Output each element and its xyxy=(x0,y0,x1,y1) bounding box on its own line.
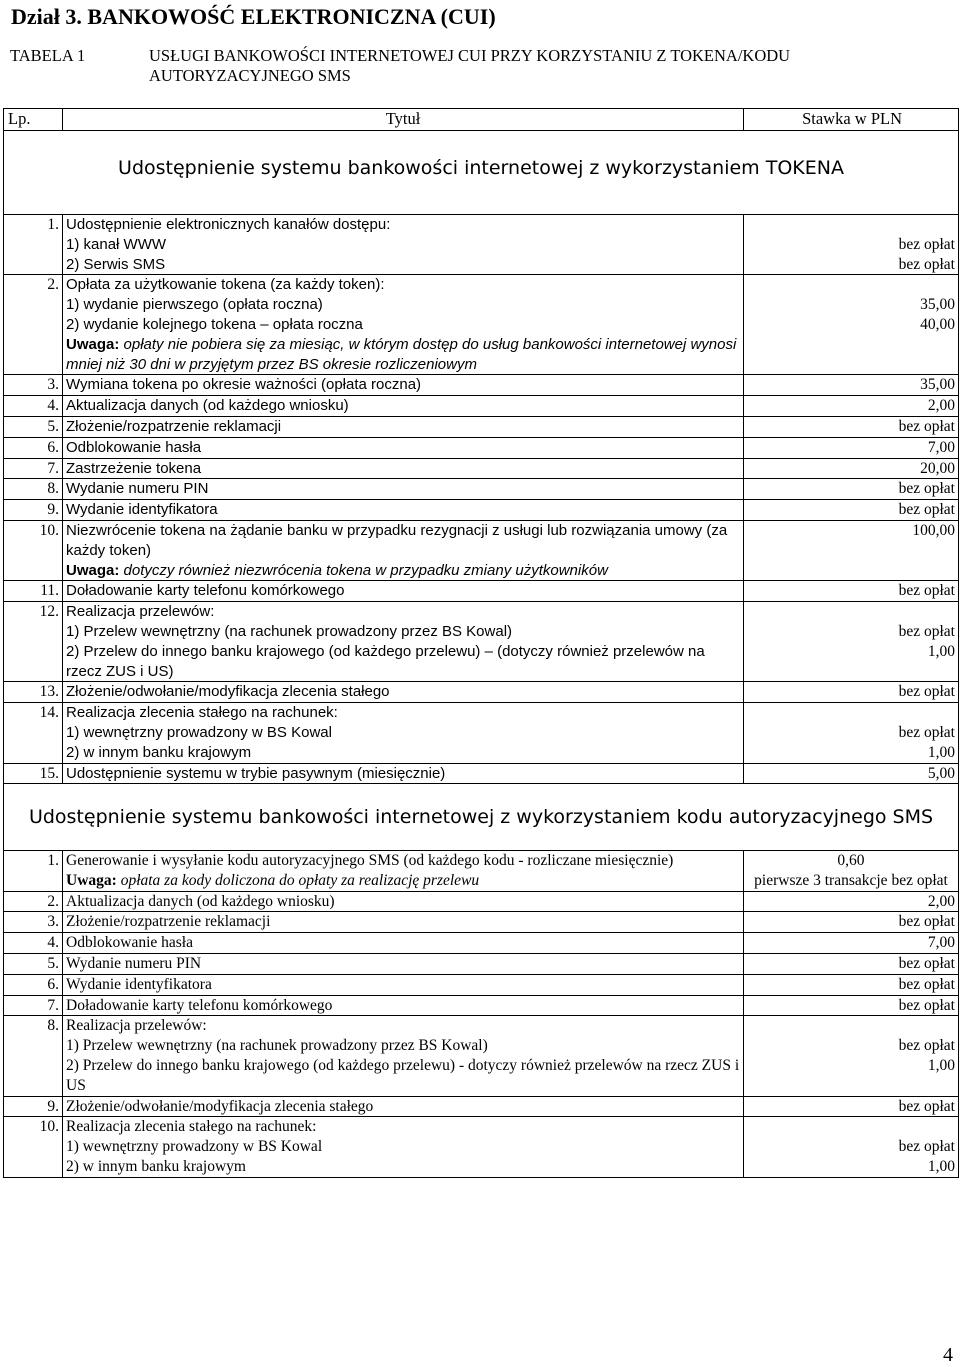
row-rate xyxy=(743,1117,958,1177)
table-row xyxy=(4,974,959,995)
row-rate xyxy=(744,682,959,703)
table-row xyxy=(4,437,959,458)
header-lp: Lp. xyxy=(4,109,63,131)
table-row xyxy=(4,416,959,437)
row-title xyxy=(63,479,744,500)
table-row xyxy=(4,581,959,602)
row-title-line: 1) kanał WWW xyxy=(66,235,167,253)
row-title-line: 1) Przelew wewnętrzny (na rachunek prowadzony przez BS Kowal) xyxy=(66,622,513,640)
table-row xyxy=(4,953,959,974)
row-title-line: 1) wewnętrzny prowadzony w BS Kowal xyxy=(66,1138,323,1156)
row-rate xyxy=(744,416,959,437)
row-rate-value: 2,00 xyxy=(927,397,955,415)
row-title xyxy=(63,933,744,954)
row-rate-value: pierwsze 3 transakcje bez opłat xyxy=(754,871,948,889)
row-rate-value: 20,00 xyxy=(920,459,955,477)
row-title-line: Zastrzeżenie tokena xyxy=(66,459,202,477)
fee-table-token xyxy=(3,108,959,784)
row-title xyxy=(63,1096,744,1117)
note-label: Uwaga: xyxy=(66,335,120,353)
table-header-row xyxy=(4,109,959,131)
row-rate-value: 7,00 xyxy=(927,934,955,952)
row-number: 9. xyxy=(4,500,63,521)
note-label: Uwaga: xyxy=(66,871,117,889)
row-number: 3. xyxy=(4,375,63,396)
row-rate xyxy=(744,437,959,458)
sms-section-heading-text: Udostępnienie systemu bankowości internetowej z wykorzystaniem kodu autoryzacyjnego SMS xyxy=(28,805,934,828)
row-title-line: Generowanie i wysyłanie kodu autoryzacyjnego SMS (od każdego kodu - rozliczane miesięcznie) xyxy=(66,852,674,869)
row-rate xyxy=(743,995,958,1016)
row-rate-value: 35,00 xyxy=(920,376,955,394)
table-row xyxy=(4,851,959,892)
row-rate-value xyxy=(747,275,955,295)
row-number: 5. xyxy=(4,416,63,437)
row-number: 4. xyxy=(4,396,63,417)
row-title-line: Realizacja przelewów: xyxy=(66,1017,207,1035)
row-rate-value xyxy=(747,1117,955,1137)
row-rate-value: 7,00 xyxy=(927,438,955,456)
token-section-heading-text: Udostępnienie systemu bankowości internetowej z wykorzystaniem TOKENA xyxy=(118,157,844,180)
note-text: opłaty nie pobiera się za miesiąc, w którym dostęp do usług bankowości internetowej wynosi mniej niż 30 dni w przyjętym przez BS okresie rozliczeniowym xyxy=(66,335,737,373)
row-number: 8. xyxy=(4,1016,63,1096)
row-title-line: 2) w innym banku krajowym xyxy=(66,1157,246,1175)
token-section-heading xyxy=(4,131,959,215)
row-rate-value: 1,00 xyxy=(927,642,955,660)
row-rate xyxy=(744,602,959,682)
row-rate xyxy=(743,1016,958,1096)
row-title-line: 2) Serwis SMS xyxy=(66,255,166,273)
row-title-line: Wydanie numeru PIN xyxy=(66,480,209,498)
row-rate xyxy=(743,953,958,974)
row-number: 6. xyxy=(4,974,63,995)
row-number: 2. xyxy=(4,891,63,912)
row-title-line: Odblokowanie hasła xyxy=(66,438,202,456)
table-row xyxy=(4,891,959,912)
row-rate-value: 2,00 xyxy=(927,892,955,910)
row-title-line: 2) w innym banku krajowym xyxy=(66,743,252,761)
row-note xyxy=(66,335,740,375)
row-rate xyxy=(744,703,959,763)
row-rate-value: 40,00 xyxy=(920,315,955,333)
row-rate-value: bez opłat xyxy=(898,1037,955,1055)
table-row xyxy=(4,375,959,396)
row-title-line: Odblokowanie hasła xyxy=(66,934,193,952)
row-title-line: 2) wydanie kolejnego tokena – opłata roczna xyxy=(66,315,363,333)
row-number: 5. xyxy=(4,953,63,974)
row-rate-value: 1,00 xyxy=(927,1157,955,1175)
row-number: 12. xyxy=(4,602,63,682)
table-caption: USŁUGI BANKOWOŚCI INTERNETOWEJ CUI PRZY KORZYSTANIU Z TOKENA/KODU AUTORYZACYJNEGO SMS xyxy=(149,46,791,85)
row-title-line: Realizacja zlecenia stałego na rachunek: xyxy=(66,704,338,722)
row-title-line: Złożenie/odwołanie/modyfikacja zlecenia stałego xyxy=(66,683,390,701)
table-row xyxy=(4,995,959,1016)
row-number: 6. xyxy=(4,437,63,458)
row-title xyxy=(63,682,744,703)
row-title xyxy=(63,375,744,396)
row-rate xyxy=(744,479,959,500)
row-title-line: Wymiana tokena po okresie ważności (opłata roczna) xyxy=(66,376,422,394)
row-title xyxy=(63,437,744,458)
row-rate-value: bez opłat xyxy=(898,235,955,253)
row-rate-value: 100,00 xyxy=(912,521,955,539)
row-rate-value: 35,00 xyxy=(920,296,955,314)
row-title-line: Udostępnienie systemu w trybie pasywnym (miesięcznie) xyxy=(66,764,446,782)
table-row xyxy=(4,520,959,580)
row-title xyxy=(63,995,744,1016)
row-rate-value: bez opłat xyxy=(898,1097,955,1115)
row-rate xyxy=(744,215,959,275)
table-row xyxy=(4,703,959,763)
row-rate-value: bez opłat xyxy=(898,255,955,273)
row-number: 10. xyxy=(4,1117,63,1177)
row-number: 11. xyxy=(4,581,63,602)
table-row xyxy=(4,933,959,954)
row-title-line: Aktualizacja danych (od każdego wniosku) xyxy=(66,892,335,910)
row-rate-value: bez opłat xyxy=(898,975,955,993)
row-rate-value: bez opłat xyxy=(898,913,955,931)
row-title-line: Aktualizacja danych (od każdego wniosku) xyxy=(66,397,349,415)
row-rate xyxy=(743,933,958,954)
row-title-line: 1) wydanie pierwszego (opłata roczna) xyxy=(66,296,323,314)
row-title-line: Złożenie/rozpatrzenie reklamacji xyxy=(66,913,271,931)
row-title-line: Wydanie identyfikatora xyxy=(66,975,212,993)
row-title xyxy=(63,416,744,437)
section-heading-row xyxy=(4,784,959,851)
row-title xyxy=(63,458,744,479)
row-title xyxy=(63,912,744,933)
row-title-line: 1) Przelew wewnętrzny (na rachunek prowadzony przez BS Kowal) xyxy=(66,1037,488,1055)
row-title-line: Niezwrócenie tokena na żądanie banku w przypadku rezygnacji z usługi lub rozwiązania umowy (za każdy token) xyxy=(66,521,728,559)
sms-section-body xyxy=(4,784,959,1177)
row-title xyxy=(63,953,744,974)
row-title-line: 2) Przelew do innego banku krajowego (od każdego przelewu) – (dotyczy również przelewów na rzecz ZUS i US) xyxy=(66,642,705,680)
row-rate-value: 1,00 xyxy=(927,743,955,761)
row-title-line: Udostępnienie elektronicznych kanałów dostępu: xyxy=(66,216,391,233)
row-title xyxy=(63,851,744,892)
note-text: dotyczy również niezwrócenia tokena w przypadku zmiany użytkowników xyxy=(123,561,608,579)
page-number: 4 xyxy=(943,1344,953,1366)
row-rate xyxy=(744,375,959,396)
row-rate-value xyxy=(747,1016,955,1036)
row-rate xyxy=(744,458,959,479)
row-rate-value: bez opłat xyxy=(898,622,955,640)
row-rate xyxy=(743,851,958,892)
row-rate xyxy=(744,581,959,602)
row-rate-value: 1,00 xyxy=(927,1056,955,1074)
row-title xyxy=(63,396,744,417)
row-rate-value: bez opłat xyxy=(898,683,955,701)
row-title-line: Wydanie identyfikatora xyxy=(66,501,218,519)
row-title xyxy=(63,891,744,912)
row-number: 7. xyxy=(4,995,63,1016)
row-title-line: Doładowanie karty telefonu komórkowego xyxy=(66,582,345,600)
row-number: 13. xyxy=(4,682,63,703)
row-rate-value: bez opłat xyxy=(898,1138,955,1156)
row-rate xyxy=(744,763,959,784)
row-rate-value: 0,60 xyxy=(837,852,865,869)
row-title-line: Doładowanie karty telefonu komórkowego xyxy=(66,996,333,1014)
row-number: 15. xyxy=(4,763,63,784)
row-number: 9. xyxy=(4,1096,63,1117)
table-row xyxy=(4,479,959,500)
row-rate-value: bez opłat xyxy=(898,996,955,1014)
table-row xyxy=(4,275,959,375)
row-title-line: Złożenie/odwołanie/modyfikacja zlecenia stałego xyxy=(66,1097,374,1115)
row-rate-value: 5,00 xyxy=(927,764,955,782)
table-row xyxy=(4,1096,959,1117)
table-row xyxy=(4,1117,959,1177)
row-title xyxy=(63,763,744,784)
row-rate xyxy=(743,891,958,912)
section-title: Dział 3. BANKOWOŚĆ ELEKTRONICZNA (CUI) xyxy=(11,4,496,29)
table-row xyxy=(4,602,959,682)
header-rate: Stawka w PLN xyxy=(744,109,959,131)
table-row xyxy=(4,763,959,784)
note-label: Uwaga: xyxy=(66,561,120,579)
section-heading-row xyxy=(4,131,959,215)
table-row xyxy=(4,912,959,933)
row-title xyxy=(63,974,744,995)
row-title xyxy=(63,1016,744,1096)
row-rate xyxy=(744,520,959,580)
row-title xyxy=(63,215,744,275)
row-number: 3. xyxy=(4,912,63,933)
row-note xyxy=(66,871,740,891)
row-rate xyxy=(744,500,959,521)
table-label: TABELA 1 xyxy=(10,46,86,65)
row-title-line: Realizacja przelewów: xyxy=(66,603,215,621)
row-rate-value: bez opłat xyxy=(898,480,955,498)
row-number: 8. xyxy=(4,479,63,500)
row-number: 1. xyxy=(4,851,63,892)
row-title-line: Złożenie/rozpatrzenie reklamacji xyxy=(66,417,282,435)
row-rate-value xyxy=(747,703,955,723)
row-rate-value: bez opłat xyxy=(898,723,955,741)
token-section-body xyxy=(4,131,959,784)
row-number: 2. xyxy=(4,275,63,375)
row-rate xyxy=(744,396,959,417)
row-title xyxy=(63,500,744,521)
row-title-line: Opłata za użytkowanie tokena (za każdy token): xyxy=(66,276,385,294)
fee-table-sms xyxy=(3,784,959,1178)
row-rate-value: bez opłat xyxy=(898,954,955,972)
row-rate-value xyxy=(747,602,955,622)
row-rate-value: bez opłat xyxy=(898,582,955,600)
row-title xyxy=(63,275,744,375)
table-row xyxy=(4,215,959,275)
row-rate-value: bez opłat xyxy=(898,501,955,519)
row-title-line: 1) wewnętrzny prowadzony w BS Kowal xyxy=(66,723,332,741)
table-row xyxy=(4,1016,959,1096)
row-rate xyxy=(743,1096,958,1117)
row-title-line: 2) Przelew do innego banku krajowego (od każdego przelewu) - dotyczy również przelewów na rzecz ZUS i US xyxy=(66,1056,740,1094)
table-row xyxy=(4,500,959,521)
table-row xyxy=(4,682,959,703)
row-number: 1. xyxy=(4,215,63,275)
row-rate xyxy=(743,912,958,933)
row-title xyxy=(63,602,744,682)
row-rate-value: bez opłat xyxy=(898,417,955,435)
row-title-line: Realizacja zlecenia stałego na rachunek: xyxy=(66,1118,317,1136)
note-text: opłata za kody doliczona do opłaty za realizację przelewu xyxy=(120,871,480,889)
row-title xyxy=(63,1117,744,1177)
row-number: 7. xyxy=(4,458,63,479)
row-note xyxy=(66,561,740,581)
row-title xyxy=(63,520,744,580)
row-number: 10. xyxy=(4,520,63,580)
header-title: Tytuł xyxy=(63,109,744,131)
row-number: 4. xyxy=(4,933,63,954)
row-title-line: Wydanie numeru PIN xyxy=(66,954,202,972)
sms-section-heading xyxy=(4,784,959,851)
row-rate xyxy=(743,974,958,995)
table-row xyxy=(4,396,959,417)
row-rate-value xyxy=(747,215,955,235)
row-title xyxy=(63,703,744,763)
table-row xyxy=(4,458,959,479)
row-title xyxy=(63,581,744,602)
row-number: 14. xyxy=(4,703,63,763)
row-rate xyxy=(744,275,959,375)
